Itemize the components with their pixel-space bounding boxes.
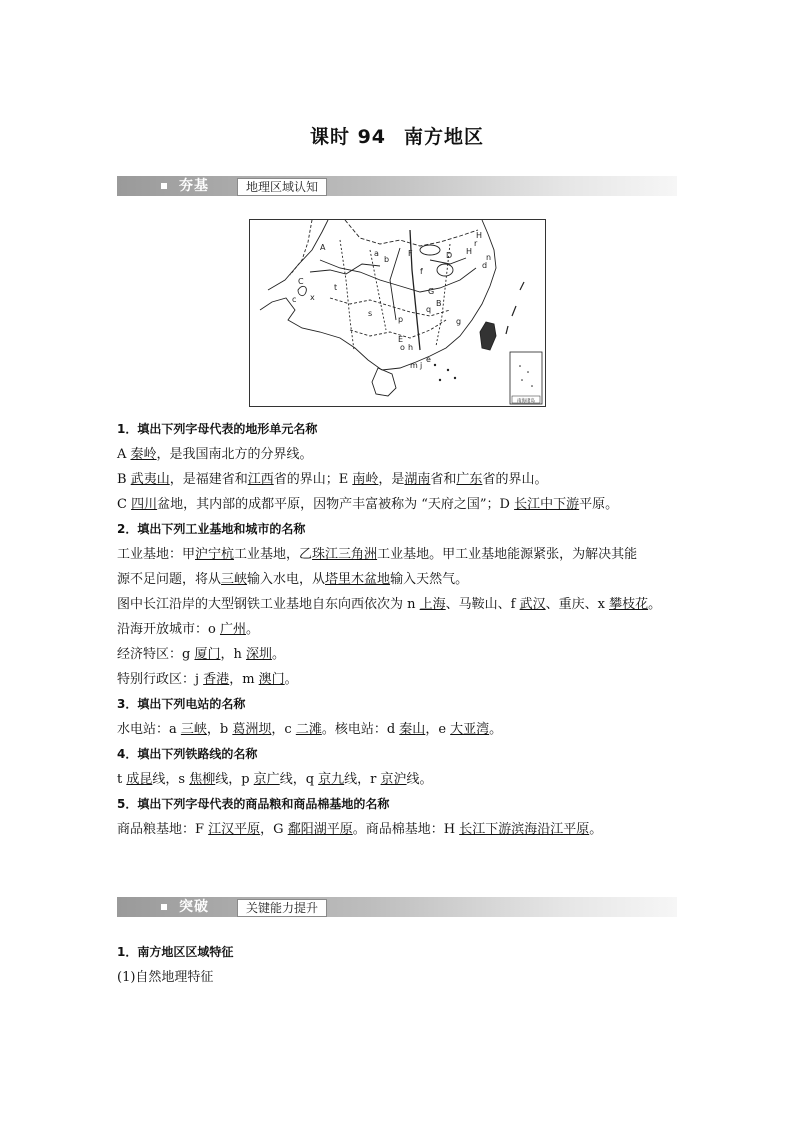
answer: 沪宁杭 [195,547,235,562]
answer: 攀枝花 [609,597,649,612]
south-china-map [249,219,546,407]
map-illustration [250,220,545,406]
svg-text:G: G [428,287,435,296]
svg-text:D: D [446,251,453,260]
svg-text:o: o [400,343,405,352]
q4-heading: 4．填出下列铁路线的名称 [117,747,258,761]
svg-text:x: x [310,293,315,302]
part2-heading: 1．南方地区区域特征 [117,945,234,959]
svg-text:h: h [408,343,414,352]
svg-text:j: j [420,361,423,370]
exercise-content [117,417,679,842]
square-bullet-icon [161,904,167,910]
answer: 武夷山 [130,472,170,487]
q5-heading: 5．填出下列字母代表的商品粮和商品棉基地的名称 [117,797,390,811]
answer: 京广 [253,772,280,787]
svg-text:e: e [426,355,431,364]
section-header-hangji [117,176,677,196]
answer: 三峡 [221,572,248,587]
answer: 广州 [219,622,246,637]
q2-line-5: 经济特区：g 厦门，h 深圳。 [117,647,286,662]
answer: 深圳 [246,647,273,662]
q1-heading: 1．填出下列字母代表的地形单元名称 [117,422,318,436]
page-title-sub: 南方地区 [404,126,485,148]
part2-content [117,940,679,990]
svg-text:q: q [426,305,432,314]
answer: 塔里木盆地 [325,572,391,587]
answer: 上海 [419,597,446,612]
answer: 鄱阳湖平原 [287,822,353,837]
answer: 江西 [247,472,274,487]
q2-heading: 2．填出下列工业基地和城市的名称 [117,522,306,536]
inset-box [510,352,542,404]
answer: 厦门 [194,647,221,662]
svg-text:s: s [368,309,373,318]
answer: 秦山 [399,722,426,737]
svg-text:C: C [298,277,304,286]
svg-text:A: A [320,243,326,252]
answer: 四川 [131,497,158,512]
answer: 珠江三角洲 [312,547,378,562]
answer: 湖南 [404,472,431,487]
square-bullet-icon [161,183,167,189]
q3-heading: 3．填出下列电站的名称 [117,697,246,711]
svg-text:F: F [408,249,413,258]
q1-line-c: C 四川盆地，其内部的成都平原，因物产丰富被称为 “天府之国”；D 长江中下游平原。 [117,497,619,512]
q2-line-2: 源不足问题，将从三峡输入水电，从塔里木盆地输入天然气。 [117,572,469,587]
q2-line-4: 沿海开放城市：o 广州。 [117,622,259,637]
q4-line: t 成昆线，s 焦柳线，p 京广线，q 京九线，r 京沪线。 [117,772,433,787]
page-title [0,122,794,149]
answer: 澳门 [258,672,285,687]
section-label: 突破 [179,899,209,915]
answer: 香港 [203,672,230,687]
answer: 长江中下游 [514,497,580,512]
svg-text:b: b [384,255,390,264]
answer: 大亚湾 [450,722,490,737]
svg-text:t: t [334,283,338,292]
part2-subheading: (1)自然地理特征 [117,970,214,985]
answer: 京九 [318,772,345,787]
q5-line: 商品粮基地：F 江汉平原，G 鄱阳湖平原。商品棉基地：H 长江下游滨海沿江平原。 [117,822,603,837]
svg-text:a: a [374,249,379,258]
answer: 成昆 [126,772,153,787]
answer: 焦柳 [189,772,216,787]
svg-text:E: E [398,335,404,344]
svg-text:m: m [410,361,418,370]
q3-line: 水电站：a 三峡，b 葛洲坝，c 二滩。核电站：d 秦山，e 大亚湾。 [117,722,503,737]
page-title-main: 课时 94 [309,126,387,148]
svg-text:f: f [420,267,423,276]
inset-label: 南海诸岛 [517,399,535,404]
q1-line-a: A 秦岭，是我国南北方的分界线。 [117,447,313,462]
section-label: 夯基 [179,178,209,194]
section-tag: 地理区域认知 [237,178,327,196]
answer: 武汉 [519,597,546,612]
answer: 三峡 [180,722,207,737]
answer: 广东 [456,472,483,487]
answer: 江汉平原 [208,822,261,837]
q2-line-1: 工业基地：甲沪宁杭工业基地，乙珠江三角洲工业基地。甲工业基地能源紧张，为解决其能 [117,547,638,562]
svg-text:H: H [466,247,473,256]
answer: 葛洲坝 [232,722,272,737]
svg-text:p: p [398,315,404,324]
section-header-tupo [117,897,677,917]
svg-text:c: c [292,295,297,304]
q2-line-6: 特别行政区：j 香港，m 澳门。 [117,672,298,687]
svg-text:n: n [486,253,492,262]
section-tag: 关键能力提升 [237,899,327,917]
svg-text:d: d [482,261,488,270]
q2-line-3: 图中长江沿岸的大型钢铁工业基地自东向西依次为 n 上海、马鞍山、f 武汉、重庆、x 攀枝花。 [117,597,662,612]
svg-text:B: B [436,299,442,308]
answer: 二滩 [295,722,322,737]
svg-text:g: g [456,317,462,326]
q1-line-b: B 武夷山，是福建省和江西省的界山；E 南岭，是湖南省和广东省的界山。 [117,472,548,487]
svg-text:H: H [476,231,483,240]
answer: 长江下游滨海沿江平原 [459,822,590,837]
answer: 京沪 [380,772,407,787]
svg-text:r: r [474,239,478,248]
answer: 南岭 [352,472,379,487]
answer: 秦岭 [130,447,157,462]
